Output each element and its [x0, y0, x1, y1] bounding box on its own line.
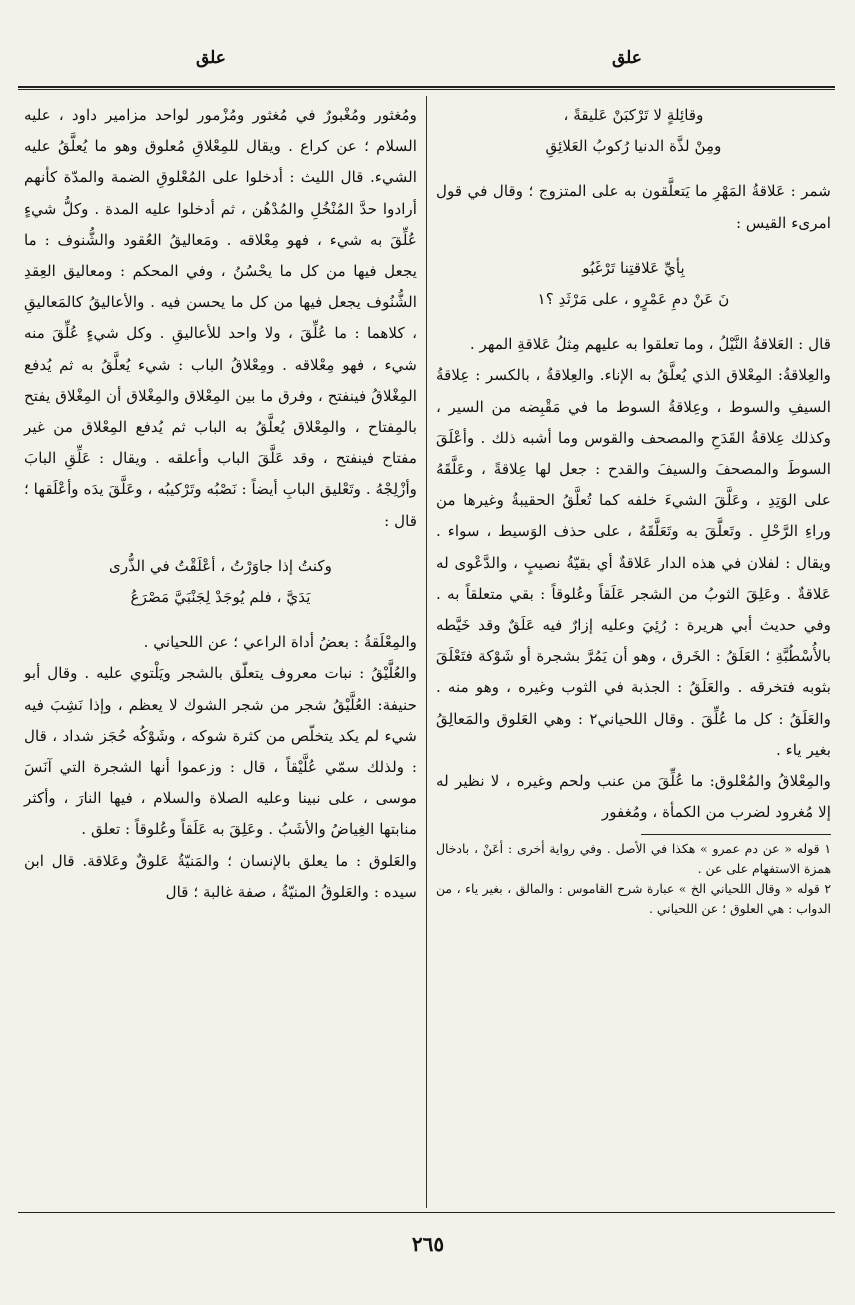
verse-line: بِأيِّ عَلاقتِنا تَرْغَبُو [582, 258, 685, 277]
entry-paragraph: قال : العَلاقةُ النَّيْلُ ، وما تعلقوا به عليهم مِثلُ عَلاقةِ المهر . [469, 335, 831, 354]
page-number: ٢٦٥ [411, 1232, 445, 1256]
entry-paragraph: والعُلَّيْقُ : نبات معروف يتعلّق بالشجر ويَلْتوي عليه . وقال أبو حنيفة: العُلَّيْقُ شجر من شجر الشوك لا يعظم ، وإذا نَشِبَ فيه شيء لم يكد يتخلّص من كثرة شوكه ، وشَوْكُه حُجَز شداد ، قال : ولذلك سمّي عُلَّيْقاً ، قال : وزعموا أنها الشجرة التي آنَسَ موسى ، على نبينا وعليه الصلاة والسلام ، فيها النارَ ، وأكثر منابتها الغِياضُ والأشَبُ . وعَلِقَ به عَلَقاً وعُلوقاً : تعلق . [24, 664, 417, 839]
right-column [436, 100, 831, 919]
verse-line: نَ عَنْ دمِ عَمْرٍو ، على مَرْثَدِ ؟١ [537, 290, 730, 309]
verse-line: يَدَيَّ ، فلم يُوجَدْ لِجَنْبَيَّ مَصْرَعُ [130, 588, 311, 607]
verse-line: ومِنْ لذَّة الدنيا رُكوبُ العَلائِقِ [545, 137, 722, 156]
header-word-right: علق [612, 48, 642, 68]
entry-paragraph: ومُغثور ومُغْبورٌ في مُغثور ومُزْمور لواحد مزامير داود ، عليه السلام ؛ عن كراع . ويقال للمِعْلاقِ مُعلوق وهو ما يُعلَّقُ عليه الشيء. قال الليث : أدخلوا على المُعْلوقِ الضمة والمدّة كأنهم أرادوا حدَّ المُنْخُلِ والمُدْهُن ، ثم أدخلوا عليه المدة . وكلُّ شيءٍ عُلِّقَ به شيء ، فهو مِعْلاقه . ومَعاليقُ العُقود والشُّنوف : ما يجعل فيها من كل ما يحْسُنُ ، وفي المحكم : ومعاليق العِقدِ الشُّنُوف يجعل فيها من كل ما يحسن فيه . والأعاليقُ كالمَعاليقِ ، كلاهما : ما عُلِّقَ ، ولا واحد للأعاليقِ . وكل شيءٍ عُلِّقَ منه شيء ، فهو مِعْلاقه . ومِعْلاقُ الباب : شيء يُعلَّقُ به ثم يُدفع المِغْلاقُ فينفتح ، وفرق ما بين المِعْلاق والمِغْلاق أن المِغْلاق يفتح بالمِفتاح ، والمِعْلاق يُعلَّقُ به الباب ثم يُدفع المِعْلاق من غير مفتاح فينفتح ، وقد عَلَّقَ الباب وأعلقه . ويقال : عَلِّقِ البابَ وأزْلِجْهُ . وتَعْليق البابِ أيضاً : نَصْبُه وتَرْكيبُه ، وعَلَّقَ يدَه وأعْلَقها ؛ قال : [24, 106, 417, 530]
footnote: ٢ قوله « وقال اللحياني الخ » عبارة شرح القاموس : والمالق ، بغير ياء ، من الدواب : هي العلوق ؛ عن اللحياني . [436, 881, 831, 917]
header-rule-thin [18, 89, 835, 90]
footnote: ١ قوله « عن دم عمرو » هكذا في الأصل . وفي رواية أخرى : أعَنْ ، بادخال همزة الاستفهام على عن . [436, 841, 831, 877]
footnote-rule [641, 834, 831, 835]
entry-paragraph: والعِلاقةُ: المِعْلاق الذي يُعلَّقُ به الإناء. والعِلاقةُ ، بالكسر : عِلاقةُ السيفِ والسوط ، وعِلاقةُ السوط ما في مَقْبِضه من السير ، وكذلك عِلاقةُ القَدَحِ والمصحف والقوس وما أشبه ذلك . وأعْلَقَ السوطَ والمصحفَ والسيفَ والقدح : جعل لها عِلاقةً ، وعَلَّقَهُ على الوَتِدِ ، وعَلَّقَ الشيءَ خلفه كما تُعلَّقُ الحقيبةُ وغيرها من وراءِ الرَّحْلِ . وتَعلَّقَ به وتَعَلَّقَهُ ، على حذف الوَسيط ، سواء . ويقال : لفلان في هذه الدار عَلاقةٌ أي بقيّةُ نصيبٍ ، والدَّعْوى له عَلاقةٌ . وعَلِقَ الثوبُ من الشجر عَلَقاً وعُلوقاً : بقي متعلقاً به . وفي حديث أبي هريرة : رُئِيَ وعليه إزارٌ فيه عَلَقٌ وقد خَيَّطه بالأُسْطُبَّةِ ؛ العَلَقُ : الخَرق ، وهو أن يَمُرَّ بشجرة أو شَوْكة فتَعْلَقَ بثوبه فتخرقه . والعَلَقُ : الجذبة في الثوب وغيره ، وهو منه . والعَلَقُ : كل ما عُلِّقَ . وقال اللحياني٢ : وهي العَلوق والمَعالِقُ بغير ياء . [436, 366, 831, 759]
footnotes [436, 839, 831, 919]
verse-line: وقائِلةٍ لا تَرْكبَنْ عَليقةً ، [563, 106, 704, 124]
entry-paragraph: والعَلوق : ما يعلق بالإنسان ؛ والمَنيّةُ عَلوقٌ وعَلاقة. قال ابن سيده : والعَلوقُ المنيّةُ ، صفة غالبة ؛ قال [24, 851, 417, 901]
entry-paragraph: والمِعْلاقُ والمُعْلوق: ما عُلِّقَ من عنب ولحم وغيره ، لا نظير له إلا مُغرود لضرب من الكمأة ، ومُغفور [436, 772, 831, 822]
entry-paragraph: شمر : عَلاقةُ المَهْرِ ما يَتعلَّقون به على المتزوج ؛ وقال في قول امرىء القيس : [436, 182, 831, 232]
column-divider [426, 96, 427, 1208]
header-rule [18, 86, 835, 88]
verse-line: وكنتُ إذا جاوَرْتُ ، أعْلَقْتُ في الذُّرى [109, 556, 332, 575]
footer-rule [18, 1212, 835, 1213]
entry-paragraph: والمِعْلَقةُ : بعضُ أداة الراعي ؛ عن اللحياني . [143, 633, 417, 652]
header-word-left: علق [196, 48, 226, 68]
left-column [24, 100, 417, 908]
